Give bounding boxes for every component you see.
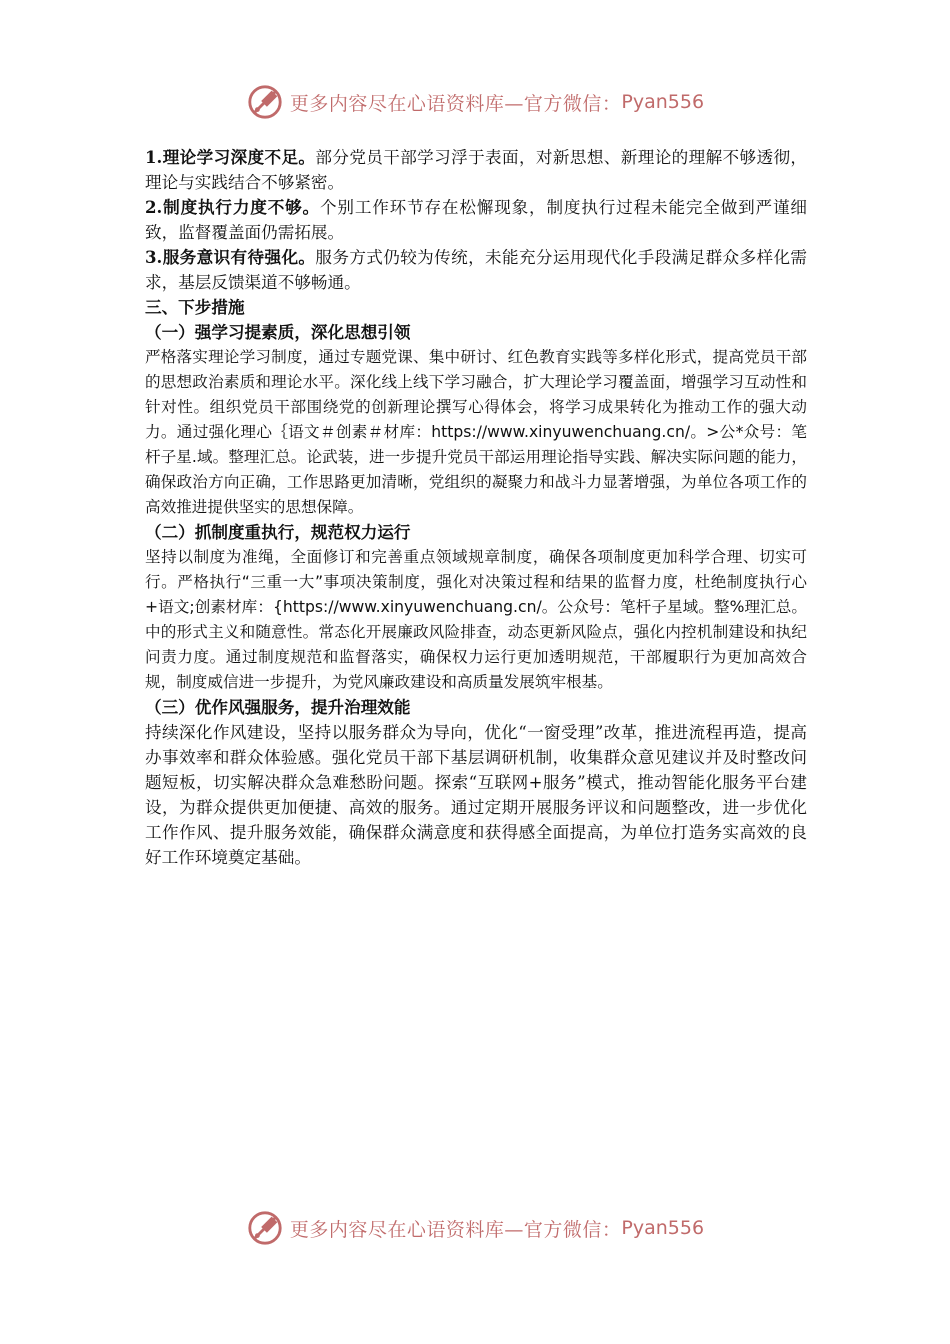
problem-text: 部分党员干部学习浮于表面，对新思想、新理论的理解不够透彻，理论与实践结合不够紧密。 (145, 148, 808, 192)
problem-lead: 3.服务意识有待强化。 (145, 247, 316, 267)
problem-lead: 2.制度执行力度不够。 (145, 197, 320, 217)
problem-item (145, 245, 807, 295)
banner-text: 更多内容尽在心语资料库—官方微信： (289, 1218, 622, 1241)
document-body (145, 145, 807, 870)
problem-lead: 1.理论学习深度不足。 (145, 147, 316, 167)
problem-item (145, 145, 807, 195)
logo-icon (246, 1209, 284, 1247)
subsection-title: （二）抓制度重执行，规范权力运行 (145, 523, 411, 542)
banner-wechat-id: Pyan556 (621, 1217, 705, 1239)
footer-banner (0, 1206, 950, 1250)
problem-text: 个别工作环节存在松懈现象，制度执行过程未能完全做到严谨细致，监督覆盖面仍需拓展。 (145, 198, 807, 242)
problem-text: 服务方式仍较为传统，未能充分运用现代化手段满足群众多样化需求，基层反馈渠道不够畅通。 (145, 248, 808, 292)
banner-wechat-id: Pyan556 (621, 91, 705, 113)
subsection-body: 坚持以制度为准绳，全面修订和完善重点领域规章制度，确保各项制度更加科学合理、切实可行。严格执行“三重一大”事项决策制度，强化对决策过程和结果的监督力度，杜绝制度执行心+语文;创素材库：{https://www.xinyuwenchuang.cn/。公众号：笔杆子星域。整%理汇总。中的形式主义和随意性。常态化开展廉政风险排查，动态更新风险点，强化内控机制建设和执纪问责力度。通过制度规范和监督落实，确保权力运行更加透明规范，干部履职行为更加高效合规，制度威信进一步提升，为党风廉政建设和高质量发展筑牢根基。 (145, 548, 807, 691)
problem-item (145, 195, 807, 245)
subsection-body: 严格落实理论学习制度，通过专题党课、集中研讨、红色教育实践等多样化形式，提高党员干部的思想政治素质和理论水平。深化线上线下学习融合，扩大理论学习覆盖面，增强学习互动性和针对性。组织党员干部围绕党的创新理论撰写心得体会，将学习成果转化为推动工作的强大动力。通过强化理心｛语文＃创素＃材库：https://www.xinyuwenchuang.cn/。>公*众号：笔杆子星.域。整理汇总。论武装，进一步提升党员干部运用理论指导实践、解决实际问题的能力，确保政治方向正确，工作思路更加清晰，党组织的凝聚力和战斗力显著增强，为单位各项工作的高效推进提供坚实的思想保障。 (145, 348, 807, 516)
section-title: 三、下步措施 (145, 298, 245, 317)
banner-text: 更多内容尽在心语资料库—官方微信： (289, 92, 622, 115)
subsection-title: （一）强学习提素质，深化思想引领 (145, 323, 411, 342)
subsection-title: （三）优作风强服务，提升治理效能 (145, 698, 411, 717)
header-banner (0, 80, 950, 124)
subsection-body: 持续深化作风建设，坚持以服务群众为导向，优化“一窗受理”改革，推进流程再造，提高办事效率和群众体验感。强化党员干部下基层调研机制，收集群众意见建议并及时整改问题短板，切实解决群众急难愁盼问题。探索“互联网+服务”模式，推动智能化服务平台建设，为群众提供更加便捷、高效的服务。通过定期开展服务评议和问题整改，进一步优化工作作风、提升服务效能，确保群众满意度和获得感全面提高，为单位打造务实高效的良好工作环境奠定基础。 (145, 723, 807, 867)
logo-icon (246, 83, 284, 121)
